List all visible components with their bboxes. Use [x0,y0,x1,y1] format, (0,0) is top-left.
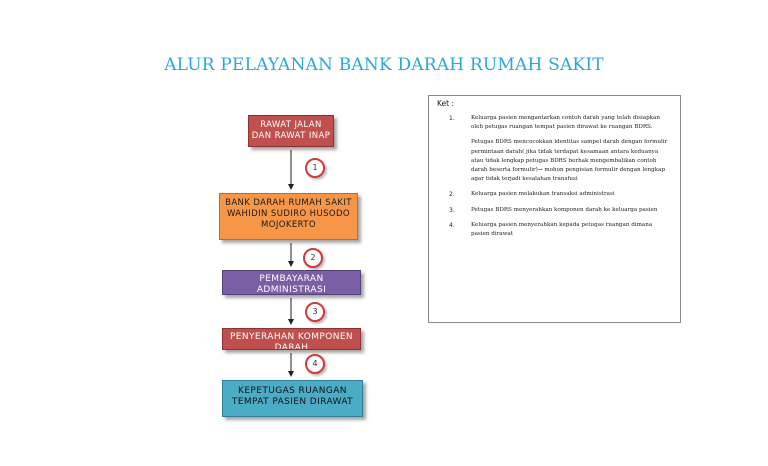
note-item [437,114,672,184]
box-line: KEPETUGAS RUANGAN [238,386,347,396]
box-line: PENYERAHAN KOMPONEN [229,332,354,342]
box-line: ADMINISTRASI [256,285,327,295]
page-title: ALUR PELAYANAN BANK DARAH RUMAH SAKIT [164,55,604,75]
notes-panel [428,95,681,323]
note-text: Petugas BDRS menyerahkan komponen darah ke keluarga pasien [471,206,658,213]
box-line: PEMBAYARAN [259,274,324,284]
note-item [437,206,672,215]
note-item [437,190,672,199]
box-line: MOJOKERTO [261,220,316,230]
notes-title: Ket : [437,99,455,108]
note-text: Keluarga pasien mengantarkan contoh darah yang telah disiapkan oleh petugas ruangan tempat pasien dirawat ke ruangan BDRS. [471,115,660,131]
box-penyerahan [222,328,361,350]
note-number: 2. [449,191,455,199]
note-number: 1. [449,115,455,122]
step-badge-4: 4 [305,354,325,374]
step-badge-2: 2 [303,248,323,268]
step-badge-1: 1 [305,158,325,178]
note-text: Keluarga pasien menyerahkan kepada petugas ruangan dimana pasien dirawat [471,221,653,238]
box-line: BANK DARAH RUMAH SAKIT [225,198,352,208]
note-number: 4. [449,221,455,229]
box-pembayaran [222,270,361,295]
note-number: 3. [449,206,455,214]
box-line: TEMPAT PASIEN DIRAWAT [231,397,354,407]
box-line: DARAH [274,343,309,350]
box-line: WAHIDIN SUDIRO HUSODO [226,209,351,219]
box-line: RAWAT JALAN [260,120,322,130]
note-item [437,221,672,239]
box-line: DAN RAWAT INAP [251,131,331,141]
box-rawat-jalan [248,115,334,147]
note-text: Petugas BDRS mencocokkan identitas sampel darah dengan formulir permintaan darah( jika tidak terdapat kesamaan antara keduanya atau tidak lengkap petugas BDRS berhak mengembalikan contoh darah beserta formulir)→ mohon pengisian formulir dengan lengkap agar tidak terjadi kesalahan transfusi [471,139,668,183]
box-bank-darah [219,193,358,240]
step-badge-3: 3 [305,302,325,322]
notes-list [437,114,672,239]
box-ruangan [222,380,363,417]
note-text: Keluarga pasien melakukan transaksi administrasi [471,191,615,198]
